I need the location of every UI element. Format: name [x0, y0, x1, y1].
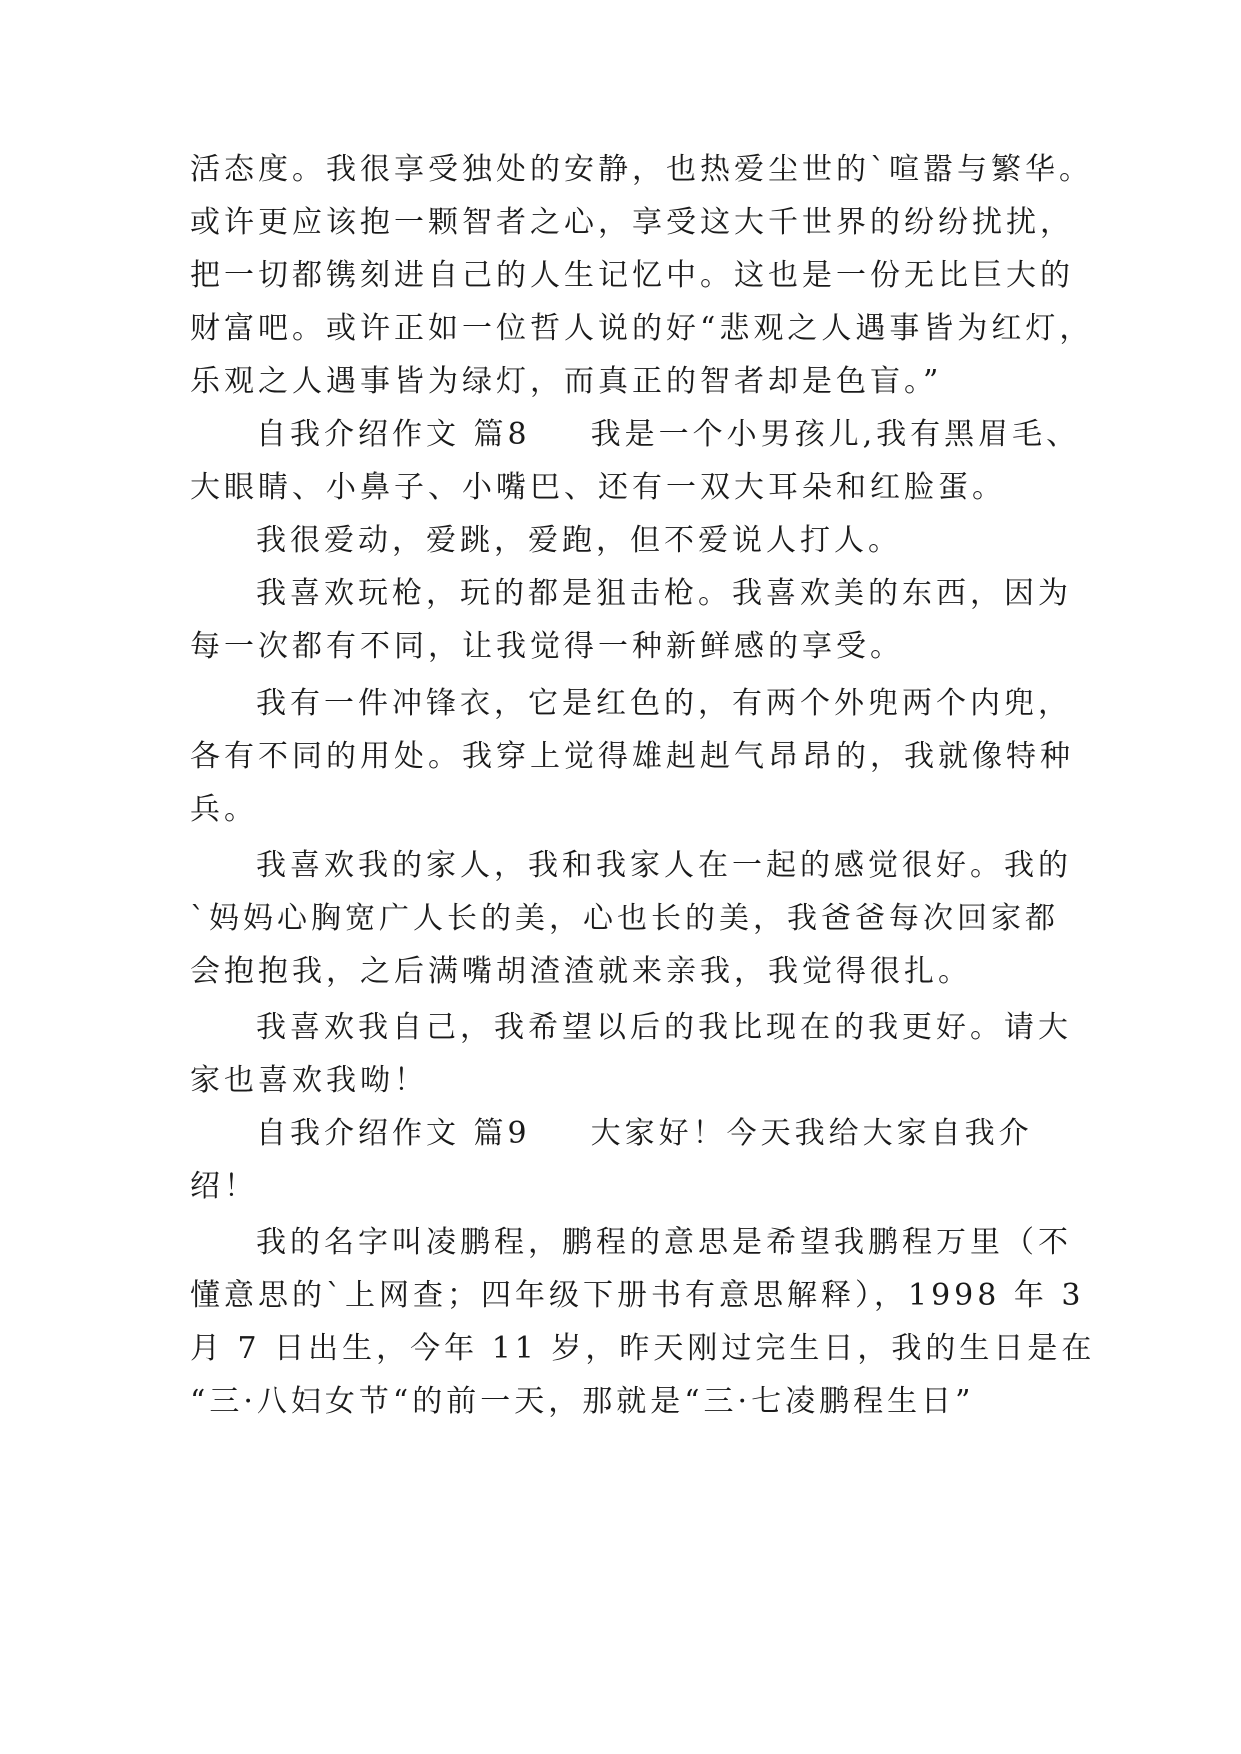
section-heading-line — [256, 1114, 1070, 1154]
text-line: 绍！ — [190, 1169, 258, 1204]
text-line: 懂意思的`上网查；四年级下册书有意思解释），1998 年 3 — [190, 1278, 1085, 1313]
text-line: 乐观之人遇事皆为绿灯，而真正的智者却是色盲。” — [190, 364, 943, 399]
text-line: 月 7 日出生，今年 11 岁，昨天刚过完生日，我的生日是在 — [190, 1331, 1096, 1366]
text-line: 各有不同的用处。我穿上觉得雄赳赳气昂昂的，我就像特种 — [190, 739, 1074, 774]
text-line: 我喜欢玩枪，玩的都是狙击枪。我喜欢美的东西，因为 — [256, 576, 1072, 611]
section-heading: 自我介绍作文 篇8 — [256, 417, 531, 452]
text-line: 会抱抱我，之后满嘴胡渣渣就来亲我，我觉得很扎。 — [190, 954, 972, 989]
text-line: 我很爱动，爱跳，爱跑，但不爱说人打人。 — [256, 523, 902, 558]
text-line: `妈妈心胸宽广人长的美，心也长的美，我爸爸每次回家都 — [190, 901, 1059, 936]
text-run: 我是一个小男孩儿,我有黑眉毛、 — [590, 417, 1081, 452]
text-line: 大眼睛、小鼻子、小嘴巴、还有一双大耳朵和红脸蛋。 — [190, 470, 1006, 505]
text-line: 我喜欢我自己，我希望以后的我比现在的我更好。请大 — [256, 1010, 1072, 1045]
text-line: 每一次都有不同，让我觉得一种新鲜感的享受。 — [190, 629, 904, 664]
text-line: 我的名字叫凌鹏程，鹏程的意思是希望我鹏程万里（不 — [256, 1225, 1072, 1260]
text-line: 我喜欢我的家人，我和我家人在一起的感觉很好。我的 — [256, 848, 1072, 883]
text-line: 家也喜欢我呦！ — [190, 1063, 428, 1098]
text-line: 财富吧。或许正如一位哲人说的好“悲观之人遇事皆为红灯， — [190, 311, 1094, 346]
text-line: 活态度。我很享受独处的安静，也热爱尘世的`喧嚣与繁华。 — [190, 152, 1093, 187]
section-heading-line — [256, 415, 1081, 455]
section-heading: 自我介绍作文 篇9 — [256, 1116, 531, 1151]
text-line: “三·八妇女节“的前一天，那就是“三·七凌鹏程生日” — [190, 1384, 975, 1419]
text-line: 或许更应该抱一颗智者之心，享受这大千世界的纷纷扰扰， — [190, 205, 1074, 240]
text-line: 兵。 — [190, 792, 258, 827]
text-line: 把一切都镌刻进自己的人生记忆中。这也是一份无比巨大的 — [190, 258, 1074, 293]
text-line: 我有一件冲锋衣，它是红色的，有两个外兜两个内兜， — [256, 686, 1072, 721]
text-run: 大家好！今天我给大家自我介 — [590, 1116, 1033, 1151]
